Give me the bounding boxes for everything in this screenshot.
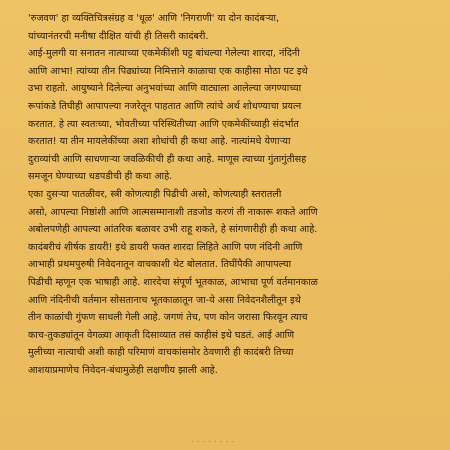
text-line: करतात. हे त्या स्वतःच्या, भोवतीच्या परिस्थितीच्या आणि एकमेकींच्याही संदर्भात xyxy=(28,118,299,130)
paragraph-narration xyxy=(28,239,432,380)
text-line: आणि नंदिनीची वर्तमान सोसतानाच भूतकाळातून जा-ये असा निवेदनशैलीतून इथे xyxy=(28,294,301,306)
blurb-text xyxy=(28,10,432,379)
text-line: एका दुसऱ्या पातळीवर, स्त्री कोणत्याही पिढीची असो, कोणत्याही स्तरातली xyxy=(28,188,282,200)
text-line: समजून घेण्याच्या धडपडीची ही कथा आहे. xyxy=(28,171,173,183)
text-line: कादंबरीचं शीर्षक डायरी! इथे डायरी फक्त शारदा लिहिते आणि पण नंदिनी आणि xyxy=(28,241,303,253)
text-line: पिढीची म्हणून एक भाषाही आहे. शारदेचा संपूर्ण भूतकाळ, आभाचा पूर्ण वर्तमानकाळ xyxy=(28,276,318,288)
paragraph-women xyxy=(28,186,432,239)
text-line: यांच्यानंतरची मनीषा दीक्षित यांची ही तिसरी कादंबरी. xyxy=(28,30,209,42)
footer-ornament: · · · · · · · · xyxy=(191,439,235,446)
text-line: उभा राहतो. आयुष्याने दिलेल्या अनुभवांच्या आणि वाट्याला आलेल्या जगण्याच्या xyxy=(28,83,302,95)
text-line: 'रुजवण' हा व्यक्तिचित्रसंग्रह व 'धूळ' आणि 'निगराणी' या दोन कादंबऱ्या, xyxy=(28,13,280,24)
text-line: आशयाप्रमाणेच निवेदन-बंधामुळेही लक्षणीय झाली आहे. xyxy=(28,364,218,376)
text-line: अबोलपणेही आपल्या आंतरिक बळावर उभी राहू शकते, हे सांगणारीही ही कथा आहे. xyxy=(28,224,318,236)
text-line: आई-मुलगी या सनातन नात्याच्या एकमेकींशी घट्ट बांधल्या गेलेल्या शारदा, नंदिनी xyxy=(28,48,300,60)
text-line: असो, आपल्या निष्ठांशी आणि आत्मसम्मानाशी तडजोड करणं ती नाकारू शकते आणि xyxy=(28,206,318,218)
paragraph-story xyxy=(28,45,432,186)
text-line: दुराव्यांची आणि साधणाऱ्या जवळिकीची ही कथा आहे. माणूस त्याच्या गुंतागुंतीसह xyxy=(28,153,307,165)
text-line: काच-तुकड्यांतून वेगळ्या आकृती दिसाव्यात तसं काहीसं इथे घडतं. आई आणि xyxy=(28,329,295,341)
text-line: मुलीच्या नात्याची अशी काही परिमाणं वाचकांसमोर ठेवणारी ही कादंबरी तिच्या xyxy=(28,347,294,359)
paragraph-intro xyxy=(28,10,432,45)
text-line: आणि आभा! त्यांच्या तीन पिढ्यांच्या निमित्ताने काळाचा एक काहीसा मोठा पट इथे xyxy=(28,65,308,77)
text-line: तीन काळांची गुंफण साधली गेली आहे. जगणं तेच, पण कोन जरासा फिरवून त्याच xyxy=(28,312,308,324)
text-line: आभाही प्रथमपुरुषी निवेदनातून वाचकाशी थेट बोलतात. तिघींपैकी आपापल्या xyxy=(28,259,292,271)
text-line: रूपांकडे तिघीही आपापल्या नजरेतून पाहतात आणि त्यांचे अर्थ शोधण्याचा प्रयत्न xyxy=(28,100,302,112)
text-line: करतात! या तीन मायलेकींच्या अशा शोधांची ही कथा आहे. नात्यांमधे येणाऱ्या xyxy=(28,136,291,148)
